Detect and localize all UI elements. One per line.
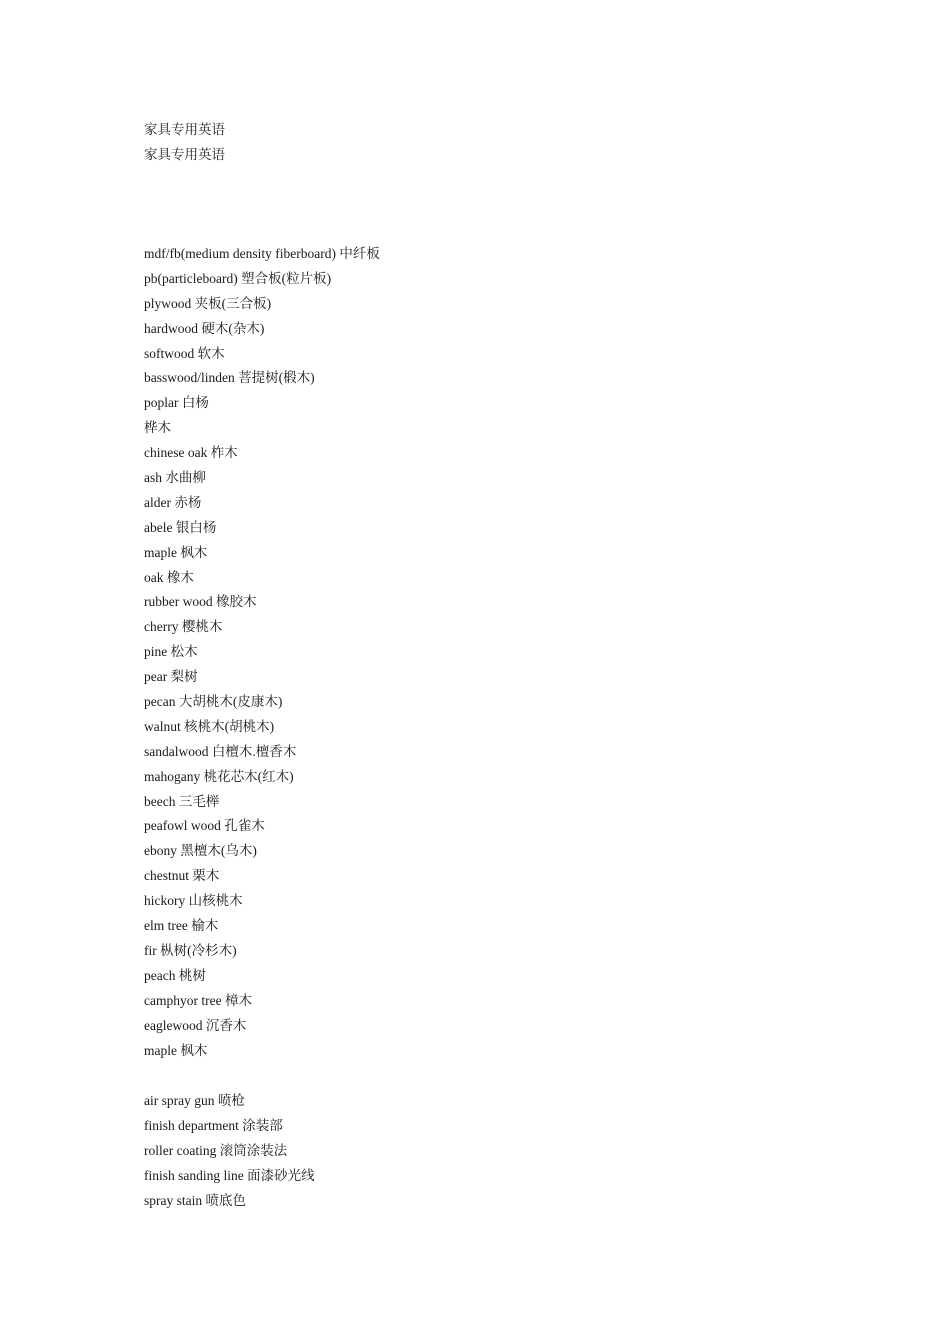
list-item: ebony 黑檀木(乌木) [144,843,257,859]
list-item: roller coating 滚筒涂装法 [144,1142,288,1158]
list-item: peach 桃树 [144,967,206,983]
list-item: chinese oak 柞木 [144,445,238,461]
title-block [144,118,225,168]
list-item: oak 橡木 [144,569,194,585]
list-item: hardwood 硬木(杂木) [144,320,265,336]
list-item: eaglewood 沉香木 [144,1017,247,1033]
list-item: air spray gun 喷枪 [144,1093,245,1108]
list-item: maple 枫木 [144,544,208,560]
list-item: chestnut 栗木 [144,868,220,884]
list-item: 桦木 [144,420,171,436]
list-item: sandalwood 白檀木.檀香木 [144,743,297,759]
list-item: fir 枞树(冷杉木) [144,942,237,958]
list-item: poplar 白杨 [144,395,209,411]
list-item: alder 赤杨 [144,494,202,510]
list-item: mdf/fb(medium density fiberboard) 中纤板 [144,246,380,261]
list-item: pecan 大胡桃木(皮康木) [144,694,283,710]
list-item: plywood 夹板(三合板) [144,295,272,311]
list-item: camphyor tree 樟木 [144,992,252,1008]
list-item: spray stain 喷底色 [144,1192,246,1208]
list-item: mahogany 桃花芯木(红木) [144,768,294,784]
list-item: abele 银白杨 [144,519,217,535]
list-item: basswood/linden 菩提树(椴木) [144,370,315,386]
list-item: pine 松木 [144,644,198,660]
list-item: rubber wood 橡胶木 [144,594,257,610]
list-item: maple 枫木 [144,1042,208,1058]
list-item: pb(particleboard) 塑合板(粒片板) [144,270,332,286]
list-item: hickory 山核桃木 [144,893,243,909]
list-item: peafowl wood 孔雀木 [144,818,265,834]
list-item: finish sanding line 面漆砂光线 [144,1167,315,1183]
wood-terms-list [144,242,380,1063]
list-item: walnut 核桃木(胡桃木) [144,718,275,734]
document-title: 家具专用英语 [144,122,225,137]
list-item: elm tree 榆木 [144,918,219,934]
finish-terms-list [144,1089,315,1213]
list-item: softwood 软木 [144,345,225,361]
list-item: cherry 樱桃木 [144,619,223,635]
document-subtitle: 家具专用英语 [144,146,225,162]
list-item: pear 梨树 [144,669,198,685]
list-item: finish department 涂装部 [144,1117,283,1133]
list-item: beech 三毛榉 [144,793,220,809]
list-item: ash 水曲柳 [144,470,206,486]
